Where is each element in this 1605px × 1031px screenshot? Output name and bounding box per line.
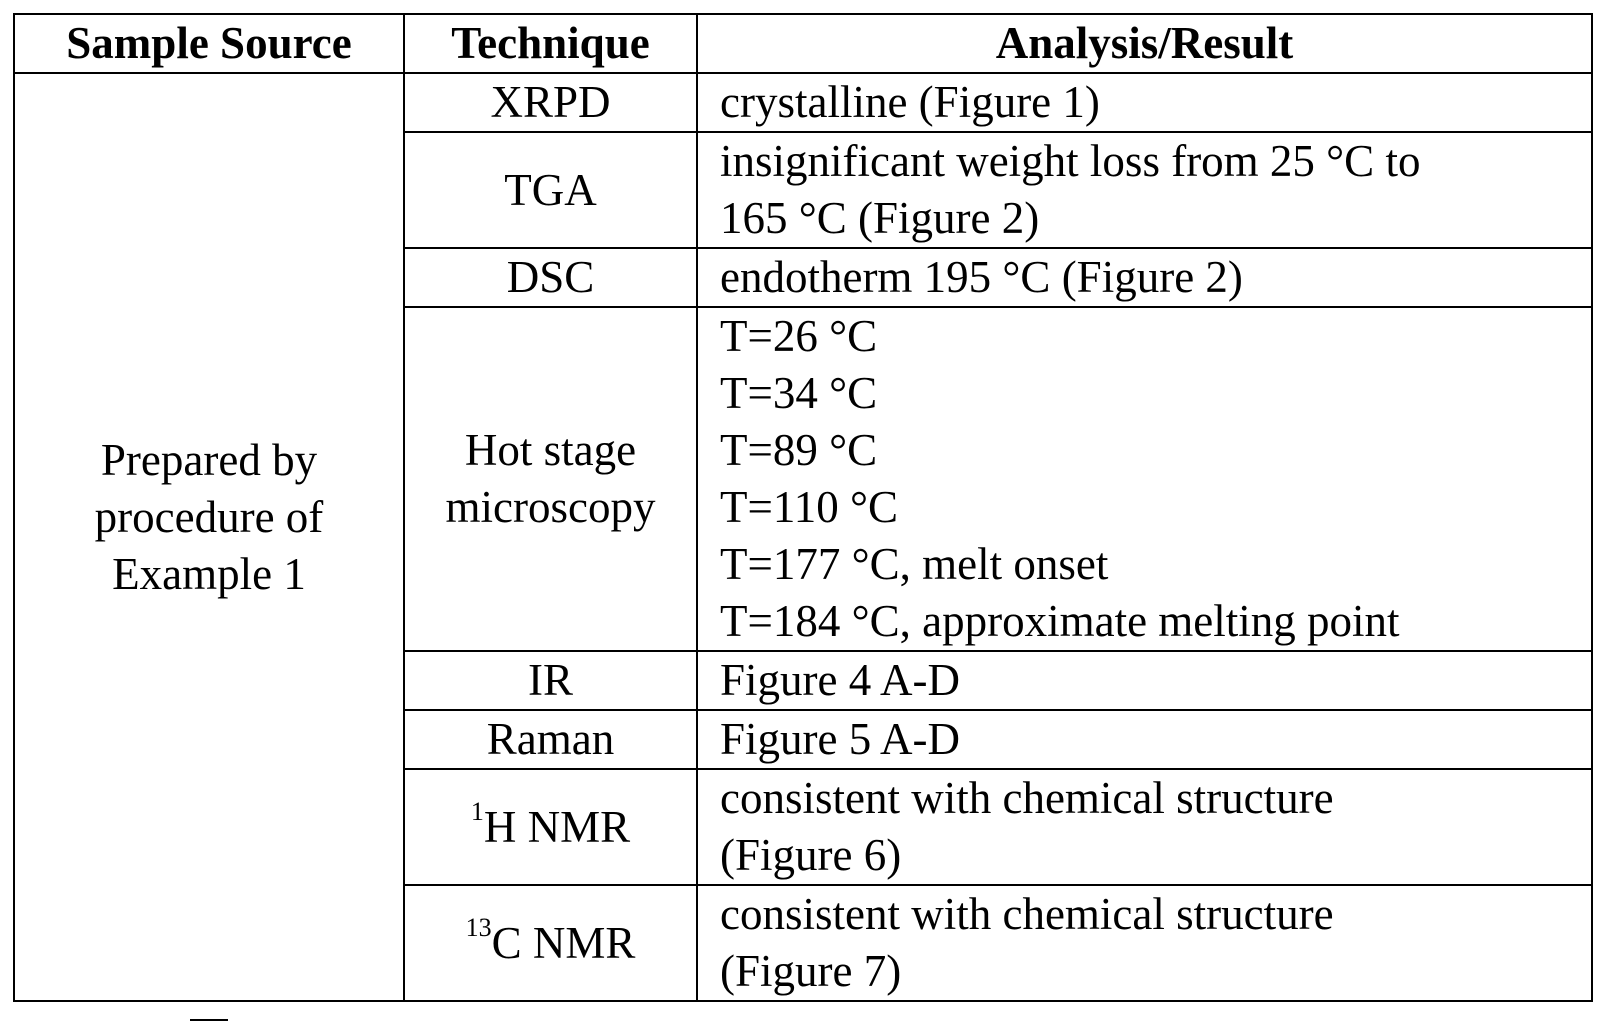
result-line: (Figure 6) — [720, 830, 902, 880]
technique-cell: IR — [404, 651, 697, 710]
result-line: T=34 °C — [720, 368, 878, 418]
technique-cell: DSC — [404, 248, 697, 307]
header-sample-source: Sample Source — [14, 14, 404, 73]
technique-label: H NMR — [483, 801, 631, 852]
isotope-superscript: 13 — [465, 912, 492, 942]
result-line: insignificant weight loss from 25 °C to — [720, 136, 1421, 186]
result-line: T=26 °C — [720, 311, 878, 361]
technique-cell: XRPD — [404, 73, 697, 132]
header-analysis-result: Analysis/Result — [697, 14, 1592, 73]
technique-cell — [404, 307, 697, 651]
result-cell — [697, 248, 1592, 307]
result-line: T=89 °C — [720, 425, 878, 475]
header-row — [14, 14, 1592, 73]
technique-label: C NMR — [491, 917, 636, 968]
isotope-superscript: 1 — [470, 796, 484, 826]
page-edge-mark — [190, 1019, 228, 1021]
result-line: 165 °C (Figure 2) — [720, 193, 1040, 243]
technique-line: microscopy — [445, 482, 656, 532]
result-cell — [697, 73, 1592, 132]
result-line: consistent with chemical structure — [720, 889, 1334, 939]
result-line: T=177 °C, melt onset — [720, 539, 1109, 589]
result-line: Figure 4 A-D — [720, 655, 960, 705]
result-cell — [697, 769, 1592, 885]
technique-line: Hot stage — [464, 425, 637, 475]
sample-source-line: procedure of — [94, 491, 324, 542]
result-line: (Figure 7) — [720, 946, 902, 996]
result-line: consistent with chemical structure — [720, 773, 1334, 823]
result-line: T=184 °C, approximate melting point — [720, 596, 1400, 646]
result-cell — [697, 132, 1592, 248]
sample-source-line: Example 1 — [112, 548, 306, 599]
technique-cell — [404, 769, 697, 885]
header-technique: Technique — [404, 14, 697, 73]
sample-source-cell — [14, 73, 404, 1001]
result-cell — [697, 307, 1592, 651]
results-table — [13, 13, 1593, 1002]
technique-cell: Raman — [404, 710, 697, 769]
result-line: crystalline (Figure 1) — [720, 77, 1100, 127]
technique-cell: TGA — [404, 132, 697, 248]
result-line: Figure 5 A-D — [720, 714, 960, 764]
result-cell — [697, 651, 1592, 710]
result-line: endotherm 195 °C (Figure 2) — [720, 252, 1243, 302]
sample-source-line: Prepared by — [100, 434, 318, 485]
result-line: T=110 °C — [720, 482, 898, 532]
table-row-xrpd — [14, 73, 1592, 132]
result-cell — [697, 885, 1592, 1001]
technique-cell — [404, 885, 697, 1001]
result-cell — [697, 710, 1592, 769]
